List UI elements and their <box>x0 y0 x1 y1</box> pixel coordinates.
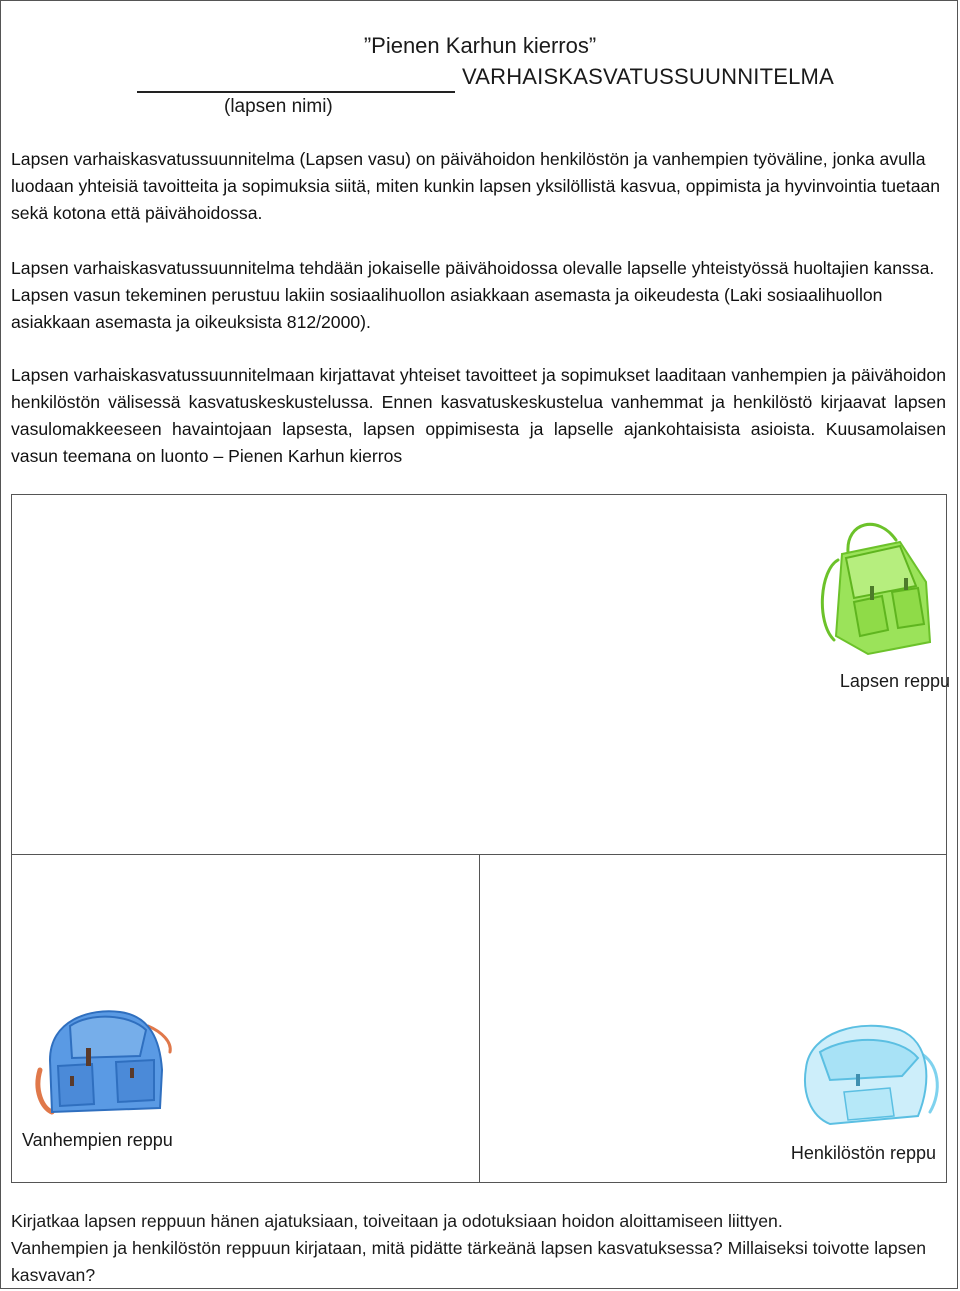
intro-paragraph-1: Lapsen varhaiskasvatussuunnitelma (Lapsen vasu) on päivähoidon henkilöstön ja vanhempien työväline, jonka avulla luodaan yhteisiä tavoitteita ja sopimuksia siitä, miten kunkin lapsen yksilöllistä kasvua, oppimista ja hyvinvointia tuetaan sekä kotona että päivähoidossa. <box>11 149 941 223</box>
instructions-line-1: Kirjatkaa lapsen reppuun hänen ajatuksiaan, toiveitaan ja odotuksiaan hoidon aloittamiseen liittyen. <box>11 1211 783 1231</box>
staff-backpack-label: Henkilöstön reppu <box>790 1143 936 1163</box>
parents-backpack-label: Vanhempien reppu <box>22 1130 173 1150</box>
intro-paragraph-2: Lapsen varhaiskasvatussuunnitelma tehdään jokaiselle päivähoidossa olevalle lapselle yhteistyössä huoltajien kanssa. Lapsen vasun tekeminen perustuu lakiin sosiaalihuollon asiakkaan asemasta ja oikeudesta (Laki sosiaalihuollon asiakkaan asemasta ja oikeuksista 812/2000). <box>11 258 935 332</box>
child-name-label: (lapsen nimi) <box>224 96 333 117</box>
instructions <box>11 1208 946 1289</box>
instructions-line-2: Vanhempien ja henkilöstön reppuun kirjataan, mitä pidätte tärkeänä lapsen kasvatuksessa? Millaiseksi toivotte lapsen kasvavan? <box>11 1238 927 1285</box>
document-title: ”Pienen Karhun kierros” <box>363 33 597 58</box>
child-backpack-box[interactable] <box>11 494 947 855</box>
document-heading: VARHAISKASVATUSSUUNNITELMA <box>462 64 834 89</box>
child-backpack-label: Lapsen reppu <box>839 671 950 691</box>
blue-backpack-icon <box>30 1000 180 1120</box>
light-blue-backpack-icon <box>790 1012 950 1132</box>
green-backpack-icon <box>808 512 938 662</box>
child-name-line[interactable] <box>137 91 455 93</box>
intro-paragraph-3: Lapsen varhaiskasvatussuunnitelmaan kirjattavat yhteiset tavoitteet ja sopimukset laaditaan vanhempien ja päivähoidon henkilöstön välisessä kasvatuskeskustelussa. Ennen kasvatuskeskustelua vanhemmat ja henkilöstö kirjaavat lapsen vasulomakkeeseen havaintojaan lapsesta, lapsen oppimisesta ja lapselle ajankohtaisista asioista. Kuusamolaisen vasun teemana on luonto – Pienen Karhun kierros <box>11 365 946 466</box>
